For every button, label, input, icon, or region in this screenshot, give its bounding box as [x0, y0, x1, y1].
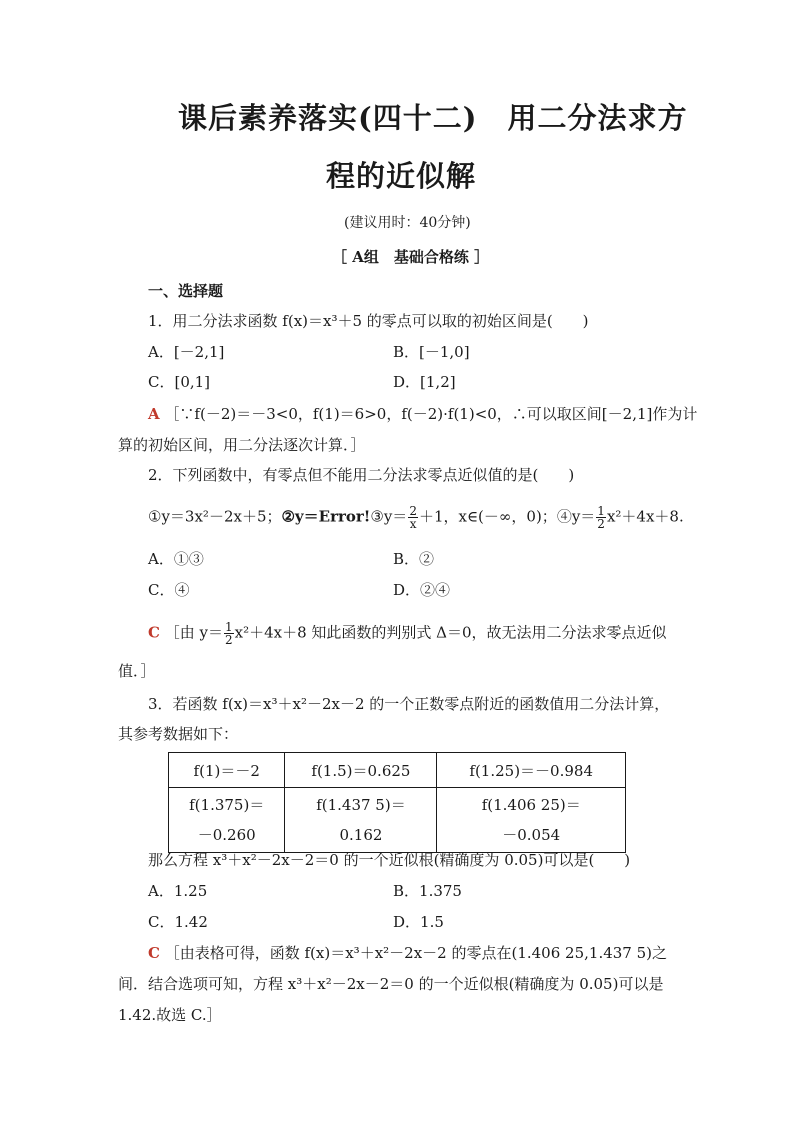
q2-option-c: C．④	[148, 581, 190, 599]
q1-option-c: C．[0,1]	[148, 373, 211, 391]
q1-explain-text: ［∵f(－2)＝－3<0，f(1)＝6>0，f(－2)·f(1)<0，∴可以取区间[－2,1]作为计	[164, 405, 698, 423]
q1-stem: 1．用二分法求函数 f(x)＝x³＋5 的零点可以取的初始区间是( )	[148, 312, 589, 330]
q1-explanation	[148, 404, 697, 424]
q2-explain-num: 1	[224, 620, 233, 634]
cell-line: f(1.437 5)＝	[316, 796, 406, 814]
q2-f3-den: x	[409, 517, 417, 531]
table-cell	[285, 788, 437, 853]
table-cell: f(1.25)＝－0.984	[437, 753, 626, 788]
table-cell	[437, 788, 626, 853]
q2-option-b: B．②	[393, 550, 435, 568]
q2-explain-fraction	[224, 621, 234, 646]
q3-option-a: A．1.25	[148, 882, 208, 900]
q2-f4-prefix: ④y＝	[556, 507, 596, 526]
q2-answer-letter: C	[148, 623, 160, 642]
q3-stem-line2: 其参考数据如下：	[118, 725, 239, 743]
q3-explanation-line3: 1.42.故选 C.］	[118, 1006, 222, 1024]
q3-reference-table	[168, 752, 626, 853]
q3-stem-line1: 3．若函数 f(x)＝x³＋x²－2x－2 的一个正数零点附近的函数值用二分法计算，	[148, 695, 670, 713]
q3-option-c: C．1.42	[148, 913, 208, 931]
table-row	[169, 788, 626, 853]
q3-option-d: D．1.5	[393, 913, 444, 931]
table-row	[169, 753, 626, 788]
q2-f4-den: 2	[597, 517, 605, 531]
q2-explanation-line2: 值．］	[118, 662, 156, 680]
suggested-time: (建议用时：40分钟)	[344, 215, 471, 231]
q3-explanation	[148, 943, 667, 963]
q1-option-a: A．[－2,1]	[148, 343, 225, 361]
group-label: ［ A组 基础合格练 ］	[332, 248, 490, 266]
section-heading: 一、选择题	[148, 282, 224, 300]
q1-option-b: B．[－1,0]	[393, 343, 470, 361]
cell-line: f(1.406 25)＝	[481, 796, 581, 814]
q2-explanation	[148, 621, 667, 646]
q3-explanation-line2: 间．结合选项可知，方程 x³＋x²－2x－2＝0 的一个近似根(精确度为 0.05)可以是	[118, 975, 664, 993]
q3-explain-text: ［由表格可得，函数 f(x)＝x³＋x²－2x－2 的零点在(1.406 25,1.437 5)之	[164, 944, 668, 962]
q3-question: 那么方程 x³＋x²－2x－2＝0 的一个近似根(精确度为 0.05)可以是( )	[148, 851, 631, 869]
q2-f3-num: 2	[409, 504, 417, 518]
q2-f2: ②y＝Error!	[281, 507, 371, 526]
q1-option-d: D．[1,2]	[393, 373, 456, 391]
q2-f3-prefix: ③y＝	[370, 507, 408, 526]
cell-line: 0.162	[339, 826, 383, 844]
q3-option-b: B．1.375	[393, 882, 462, 900]
cell-line: f(1.375)＝	[189, 796, 265, 814]
table-cell	[169, 788, 285, 853]
q2-explain-den: 2	[224, 633, 233, 647]
q2-f4-fraction	[596, 505, 606, 530]
q2-explain-suffix: x²＋4x＋8 知此函数的判别式 Δ＝0，故无法用二分法求零点近似	[234, 623, 667, 642]
q2-option-d: D．②④	[393, 581, 451, 599]
q2-f4-suffix: x²＋4x＋8.	[606, 507, 684, 526]
q2-option-a: A．①③	[148, 550, 204, 568]
q2-f3-suffix: ＋1，x∈(－∞，0)；	[418, 507, 557, 526]
q2-explain-prefix: ［由 y＝	[164, 623, 223, 642]
cell-line: －0.054	[502, 826, 561, 844]
q2-f1: ①y＝3x²－2x＋5；	[148, 507, 282, 526]
page-title-line1: 课后素养落实(四十二) 用二分法求方	[178, 101, 688, 135]
q2-functions	[148, 505, 684, 530]
q1-answer-letter: A	[148, 405, 160, 423]
table-cell: f(1)＝－2	[169, 753, 285, 788]
cell-line: －0.260	[197, 826, 256, 844]
q2-stem: 2．下列函数中，有零点但不能用二分法求零点近似值的是( )	[148, 466, 575, 484]
table-cell: f(1.5)＝0.625	[285, 753, 437, 788]
q2-f3-fraction	[408, 505, 418, 530]
q1-explanation-line2: 算的初始区间，用二分法逐次计算．］	[118, 436, 366, 454]
page-title-line2: 程的近似解	[326, 159, 477, 193]
q2-f4-num: 1	[597, 504, 605, 518]
q3-answer-letter: C	[148, 944, 160, 962]
